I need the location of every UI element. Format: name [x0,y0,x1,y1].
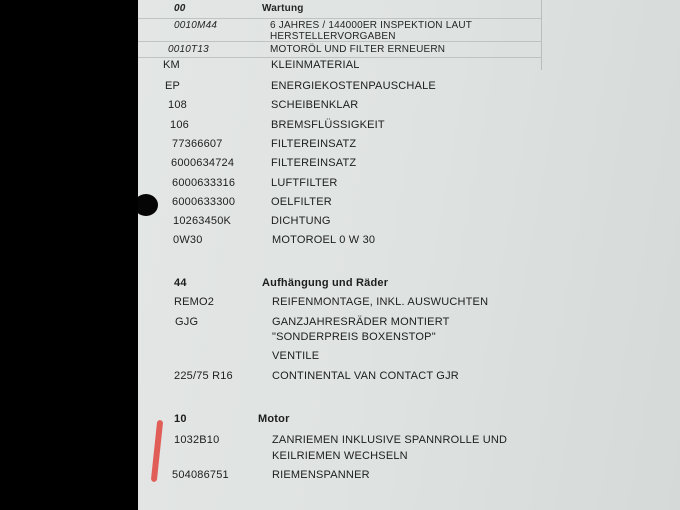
row-desc: "SONDERPREIS BOXENSTOP" [272,331,436,343]
row-desc: DICHTUNG [271,215,331,227]
row-desc: BREMSFLÜSSIGKEIT [271,119,385,131]
row-desc: RIEMENSPANNER [272,469,370,481]
row-code: 0010T13 [168,44,209,55]
row-desc: CONTINENTAL VAN CONTACT GJR [272,370,459,382]
column-divider [541,0,542,70]
section-title-motor: Motor [258,413,290,425]
section-code-motor: 10 [174,413,187,425]
row-desc: LUFTFILTER [271,177,338,189]
row-code: REMO2 [174,296,215,308]
row-code: KM [163,59,180,71]
row-desc: MOTORÖL UND FILTER ERNEUERN [270,44,446,55]
row-code: 225/75 R16 [174,370,233,382]
row-code: 6000634724 [171,157,235,169]
row-desc: MOTOROEL 0 W 30 [272,234,376,246]
row-desc: FILTEREINSATZ [271,138,357,150]
row-desc: GANZJAHRESRÄDER MONTIERT [272,316,450,328]
row-code: 77366607 [172,138,223,150]
row-divider [138,18,541,19]
invoice-page [138,0,680,510]
section-code-aufhaengung: 44 [174,277,187,289]
section-title-wartung: Wartung [262,3,304,14]
row-code: 10263450K [173,215,232,227]
row-desc: 6 JAHRES / 144000ER INSPEKTION LAUT [270,20,473,31]
row-code: GJG [175,316,199,328]
row-desc: OELFILTER [271,196,332,208]
row-desc: VENTILE [272,350,320,362]
row-code: 0W30 [173,234,203,246]
row-desc: HERSTELLERVORGABEN [270,31,396,42]
row-desc: KEILRIEMEN WECHSELN [272,450,408,462]
punch-hole [138,194,158,216]
row-code: 0010M44 [174,20,218,31]
row-code: 108 [168,99,187,111]
row-desc: ENERGIEKOSTENPAUSCHALE [271,80,436,92]
red-pen-mark [151,420,163,482]
row-code: 504086751 [172,469,229,481]
row-code: 1032B10 [174,434,220,446]
row-desc: ZANRIEMEN INKLUSIVE SPANNROLLE UND [272,434,508,446]
row-desc: KLEINMATERIAL [271,59,360,71]
row-code: 106 [170,119,189,131]
row-desc: REIFENMONTAGE, INKL. AUSWUCHTEN [272,296,489,308]
row-code: 6000633316 [172,177,236,189]
row-desc: SCHEIBENKLAR [271,99,359,111]
section-code-wartung: 00 [174,3,186,14]
row-desc: FILTEREINSATZ [271,157,357,169]
row-code: EP [165,80,181,92]
row-code: 6000633300 [172,196,236,208]
section-title-aufhaengung: Aufhängung und Räder [262,277,389,289]
row-divider [138,57,541,58]
